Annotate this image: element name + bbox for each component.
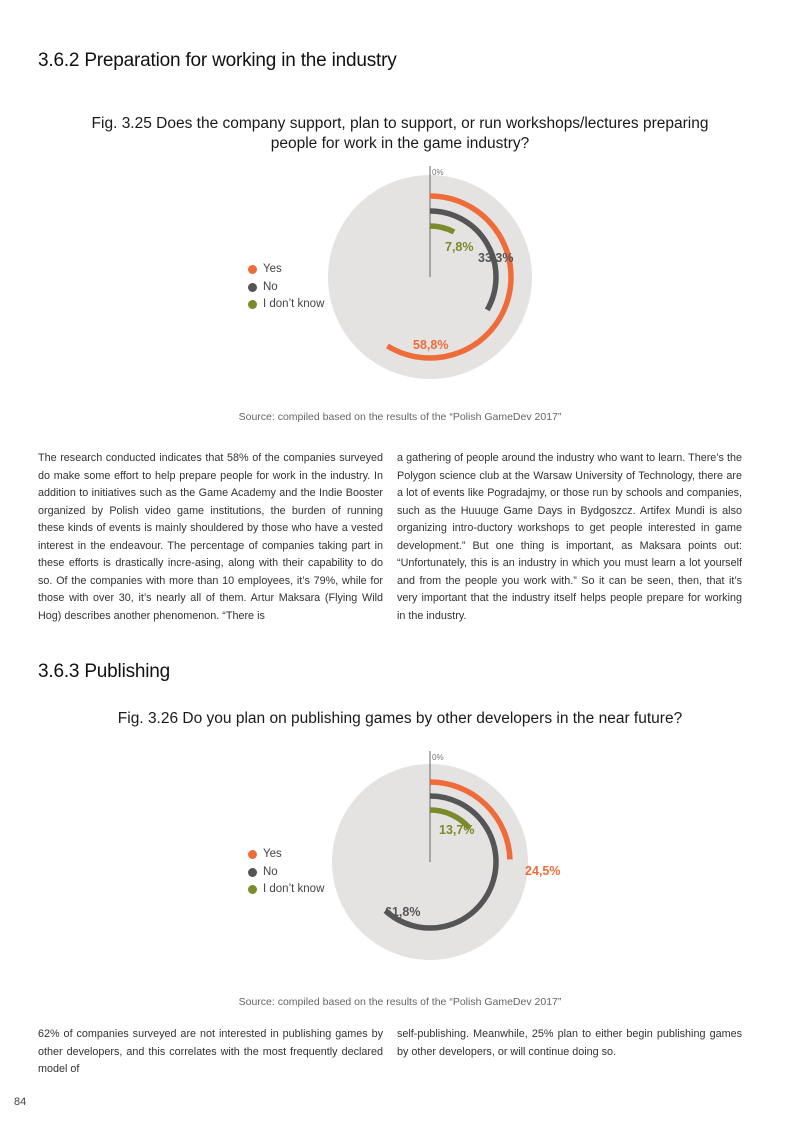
legend-swatch-dont-know — [248, 885, 257, 894]
body-text-left-column: 62% of companies surveyed are not interested in publishing games by other developers, and this correlates with the most frequently declared model of — [38, 1028, 383, 1075]
data-label-yes: 58,8% — [413, 338, 449, 352]
data-label-no: 33,3% — [478, 251, 514, 265]
zero-axis-label: 0% — [432, 753, 444, 762]
data-label-i-don-t-know: 7,8% — [445, 240, 474, 254]
legend-label-no: No — [263, 280, 278, 293]
legend-item-no — [248, 279, 324, 297]
figure-title-3-26: Fig. 3.26 Do you plan on publishing games by other developers in the near future? — [117, 710, 683, 727]
legend-label-dont-know: I don’t know — [263, 883, 325, 895]
body-text-right-column: self-publishing. Meanwhile, 25% plan to either begin publishing games by other developers, or will continue doing so. — [397, 1028, 742, 1058]
legend-swatch-yes — [248, 265, 257, 274]
zero-axis-label: 0% — [432, 168, 444, 177]
data-label-no: 61,8% — [385, 905, 421, 919]
body-text-right-column: a gathering of people around the industry who want to learn. There’s the Polygon science club at the Warsaw University of Technology, there are a lot of events like Pogradajmy, or those run by schools and companies, such as the Huuuge Game Days in Bydgoszcz. Artifex Mundi is also organizing intro-ductory workshops to get people interested in game development.” But one thing is important, as Maksara points out: “Unfortunately, this is an industry in which you must learn a lot yourself and from the people you work with.” So it can be seen, then, that it’s very important that the industry itself helps people prepare for working in the industry. — [397, 452, 742, 622]
page-number: 84 — [14, 1096, 27, 1108]
figure-source-3-26: Source: compiled based on the results of the “Polish GameDev 2017” — [238, 996, 562, 1008]
chart-legend-3-25 — [248, 261, 324, 314]
legend-swatch-no — [248, 868, 257, 877]
figure-source-3-25: Source: compiled based on the results of the “Polish GameDev 2017” — [238, 411, 562, 423]
legend-item-no — [248, 864, 324, 882]
legend-item-dont-know — [248, 881, 324, 899]
radial-bar-chart-3-25 — [0, 160, 800, 390]
legend-label-dont-know: I don’t know — [263, 298, 325, 310]
legend-swatch-no — [248, 283, 257, 292]
section-title-preparation: 3.6.2 Preparation for working in the industry — [38, 50, 397, 71]
legend-swatch-yes — [248, 850, 257, 859]
legend-swatch-dont-know — [248, 300, 257, 309]
data-label-yes: 24,5% — [525, 864, 561, 878]
legend-item-yes — [248, 261, 324, 279]
body-text-left-column: The research conducted indicates that 58% of the companies surveyed do make some effort to help prepare people for work in the industry. In addition to initiatives such as the Game Academy and the Indie Booster organized by Polish video game institutions, the burden of running these kinds of events is mainly shouldered by those who have a vested interest in the endeavour. The percentage of companies taking part in these efforts is drastically incre-asing, along with their capability to do so. Of the companies with more than 10 employees, it’s 79%, while for those with over 30, it’s nearly all of them. Artur Maksara (Flying Wild Hog) describes another phenomenon. “There is — [38, 452, 383, 622]
legend-label-yes: Yes — [263, 848, 282, 860]
legend-label-no: No — [263, 865, 278, 878]
legend-item-yes — [248, 846, 324, 864]
radial-bar-chart-3-26 — [0, 745, 800, 985]
legend-item-dont-know — [248, 296, 324, 314]
legend-label-yes: Yes — [263, 263, 282, 275]
chart-legend-3-26 — [248, 846, 324, 899]
section-title-publishing: 3.6.3 Publishing — [38, 661, 171, 682]
data-label-i-don-t-know: 13,7% — [439, 823, 475, 837]
figure-title-3-25: Fig. 3.25 Does the company support, plan to support, or run workshops/lectures preparing people for work in the game industry? — [91, 115, 709, 152]
